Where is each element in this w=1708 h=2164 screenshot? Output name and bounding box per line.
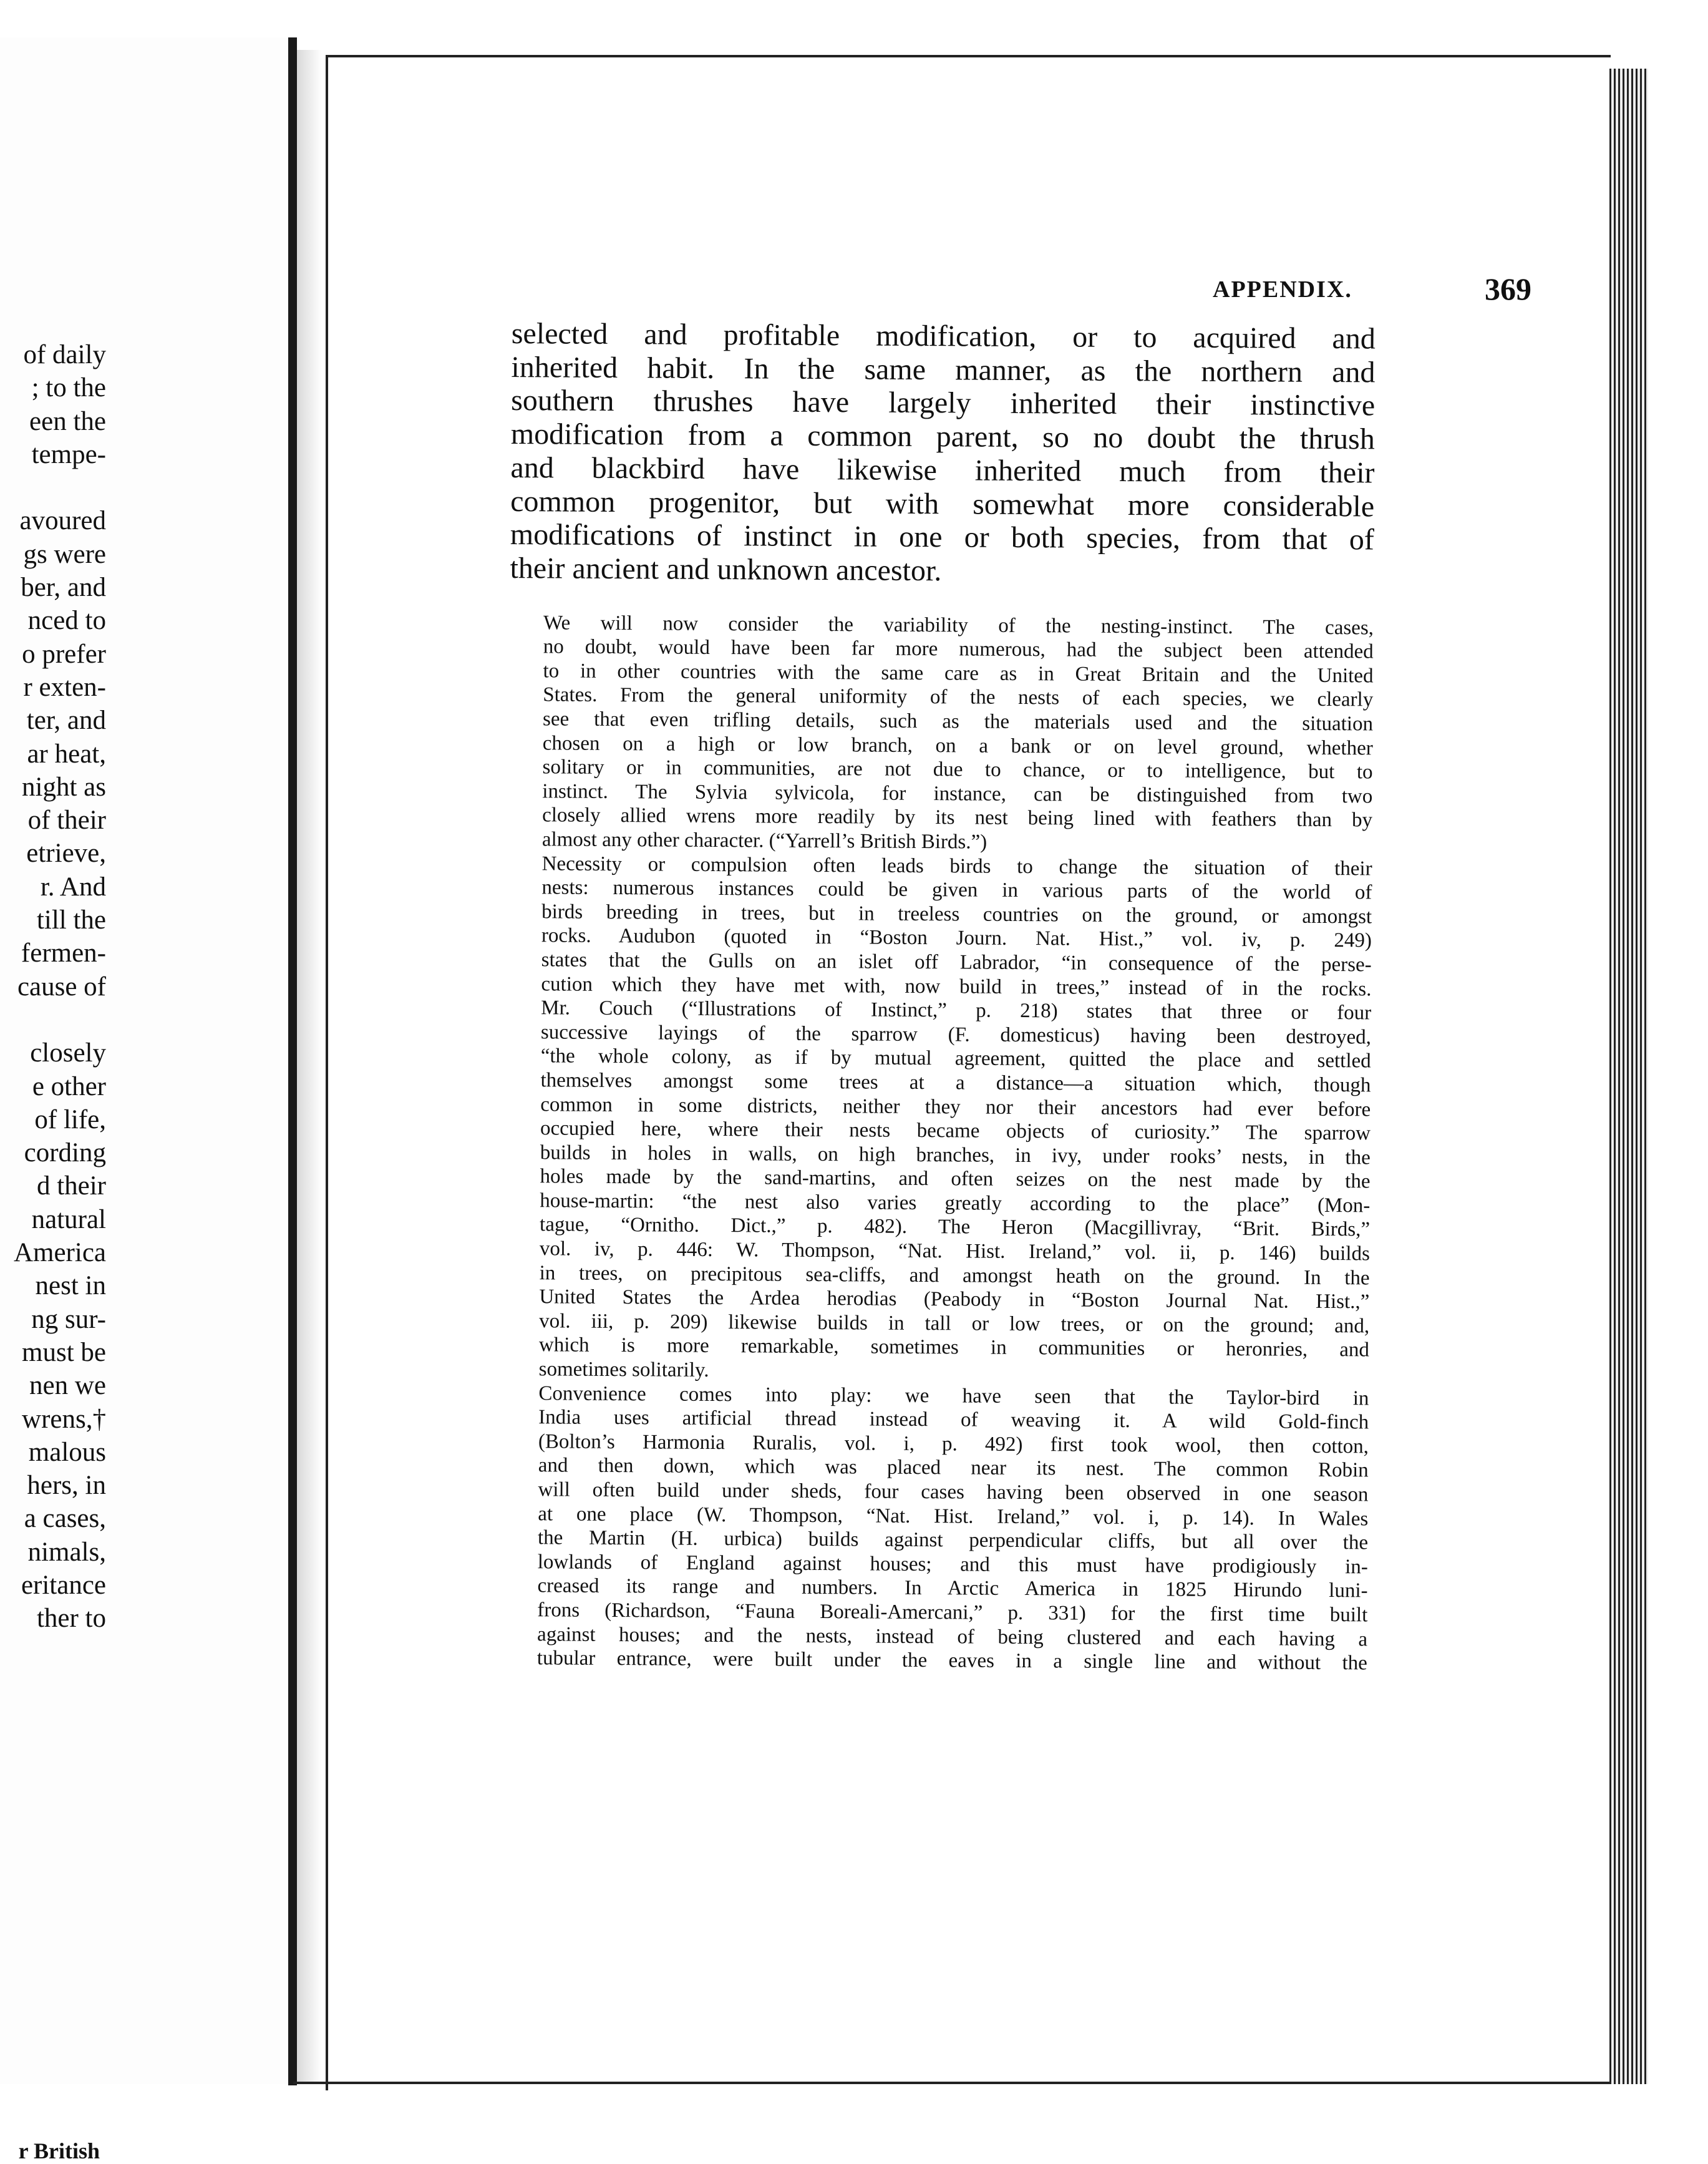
text-line: Convenience comes into play: we have seen that the Taylor-bird in <box>538 1382 1369 1410</box>
left-page-fragment-line: d their <box>36 1171 106 1201</box>
left-page-fragment-line: e other <box>32 1071 106 1101</box>
paragraph-necessity <box>505 852 1372 1387</box>
left-page-fragment-line: nced to <box>27 606 106 636</box>
text-line: will often build under sheds, four cases having been observed in one season <box>538 1478 1369 1506</box>
page-header <box>485 271 1708 319</box>
text-line: creased its range and numbers. In Arctic America in 1825 Hirundo luni- <box>537 1574 1368 1602</box>
left-page-fragment-line: must be <box>22 1337 106 1367</box>
left-page-fragment-line: nest in <box>35 1271 106 1301</box>
text-line: India uses artificial thread instead of weaving it. A wild Gold-finch <box>538 1406 1369 1434</box>
text-line: almost any other character. (“Yarrell’s British Birds.”) <box>541 828 987 854</box>
left-page-fragment-line: of life, <box>34 1104 106 1134</box>
text-line: states that the Gulls on an islet off Labrador, “in consequence of the perse- <box>541 948 1372 977</box>
text-line: in trees, on precipitous sea-cliffs, and amongst heath on the ground. In the <box>539 1261 1370 1290</box>
left-page-fragment-line: of daily <box>23 340 106 369</box>
left-page-fragment-line: avoured <box>19 506 106 536</box>
text-line: holes made by the sand-martins, and often seizes on the nest made by the <box>540 1165 1371 1193</box>
text-line: and blackbird have likewise inherited much from their <box>510 451 1375 490</box>
text-line: rocks. Audubon (quoted in “Boston Journ. Nat. Hist.,” vol. iv, p. 249) <box>541 924 1372 952</box>
text-line: inherited habit. In the same manner, as the northern and <box>511 350 1376 389</box>
left-page-fragment-line: fermen- <box>21 938 106 968</box>
running-title: APPENDIX. <box>1213 276 1352 303</box>
text-line: modifications of instinct in one or both species, from that of <box>510 518 1375 557</box>
text-line: United States the Ardea herodias (Peabody in “Boston Journal Nat. Hist.,” <box>539 1285 1370 1314</box>
text-line: tubular entrance, were built under the eaves in a single line and without the <box>536 1647 1367 1675</box>
left-page-fragment-line: ar heat, <box>27 739 106 769</box>
page-border-left <box>326 55 328 2090</box>
left-page-fragment-line: nimals, <box>27 1537 106 1567</box>
text-line: and then down, which was placed near its nest. The common Robin <box>538 1454 1369 1482</box>
text-line: sometimes solitarily. <box>538 1358 709 1382</box>
left-page-fragment-line: nen we <box>29 1371 106 1401</box>
text-line: instinct. The Sylvia sylvicola, for instance, can be distinguished from two <box>542 780 1373 808</box>
left-page-fragment-line: eritance <box>21 1570 106 1600</box>
text-line: vol. iii, p. 209) likewise builds in tall or low trees, or on the ground; and, <box>539 1310 1370 1338</box>
text-line: house-martin: “the nest also varies greatly according to the place” (Mon- <box>540 1189 1371 1217</box>
text-line: closely allied wrens more readily by its nest being lined with feathers than by <box>542 804 1373 832</box>
text-line: at one place (W. Thompson, “Nat. Hist. Ireland,” vol. i, p. 14). In Wales <box>538 1502 1369 1531</box>
right-page <box>329 57 1608 2082</box>
left-page-fragment-line: o prefer <box>22 639 106 669</box>
text-line: (Bolton’s Harmonia Ruralis, vol. i, p. 492) first took wool, then cotton, <box>538 1430 1369 1458</box>
left-page-fragment-line: cording <box>24 1138 106 1168</box>
paragraph-convenience <box>503 1382 1369 1676</box>
left-facing-page <box>0 37 298 2163</box>
text-line: chosen on a high or low branch, on a bank or on level ground, whether <box>542 731 1373 760</box>
text-line: birds breeding in trees, but in treeless countries on the ground, or amongst <box>541 900 1372 928</box>
left-page-fragment-line: r. And <box>40 872 106 902</box>
text-line: Necessity or compulsion often leads birds to change the situation of their <box>541 852 1372 880</box>
text-line: no doubt, would have been far more numerous, had the subject been attended <box>543 635 1374 663</box>
left-page-fragment-line <box>0 471 106 504</box>
left-page-fragment-line: hers, in <box>27 1471 106 1501</box>
left-page-fragment-line: ; to the <box>31 373 106 403</box>
text-line: successive layings of the sparrow (F. domesticus) having been destroyed, <box>540 1021 1372 1049</box>
left-page-fragment-line: ther to <box>36 1604 106 1634</box>
text-line: builds in holes in walls, on high branches, in ivy, under rooks’ nests, in the <box>540 1141 1371 1169</box>
text-line: cution which they have met with, now build in trees,” instead of in the rocks. <box>541 972 1372 1000</box>
text-line: selected and profitable modification, or to acquired and <box>511 317 1376 356</box>
gutter-shadow <box>288 37 297 2085</box>
text-line: lowlands of England against houses; and this must have prodigiously in- <box>537 1551 1368 1579</box>
left-page-fragment-line: night as <box>22 772 106 802</box>
text-line: southern thrushes have largely inherited their instinctive <box>511 384 1376 422</box>
text-line: to in other countries with the same care as in Great Britain and the United <box>543 660 1374 688</box>
left-page-fragment-line: gs were <box>23 539 106 569</box>
paragraph-main-text <box>510 317 1376 590</box>
text-line: occupied here, where their nests became objects of curiosity.” The sparrow <box>540 1117 1371 1145</box>
text-line: which is more remarkable, sometimes in communities or heronries, and <box>538 1333 1370 1362</box>
left-page-footnote-fragment: r British <box>18 2138 100 2163</box>
text-line: modification from a common parent, so no doubt the thrush <box>510 417 1375 456</box>
left-page-fragment-line: natural <box>31 1204 106 1234</box>
text-line: see that even trifling details, such as the materials used and the situation <box>542 708 1374 736</box>
text-line: vol. iv, p. 446: W. Thompson, “Nat. Hist. Ireland,” vol. ii, p. 146) builds <box>539 1237 1370 1265</box>
text-line: frons (Richardson, “Fauna Boreali-Amercani,” p. 331) for the first time built <box>537 1599 1368 1627</box>
left-page-fragment-line: of their <box>27 806 106 836</box>
left-page-fragment-line: r exten- <box>23 672 106 702</box>
page-body <box>503 317 1376 1675</box>
left-page-fragment-line: ber, and <box>21 573 106 603</box>
text-line: their ancient and unknown ancestor. <box>510 551 942 588</box>
left-page-fragment-line: etrieve, <box>26 839 106 869</box>
left-page-fragment-line: malous <box>28 1437 106 1467</box>
left-page-fragment-line: a cases, <box>24 1504 106 1534</box>
text-line: Mr. Couch (“Illustrations of Instinct,” p. 218) states that three or four <box>541 997 1372 1025</box>
text-line: common progenitor, but with somewhat more considerable <box>510 484 1375 523</box>
book-page-edges <box>1609 69 1648 2084</box>
text-line: States. From the general uniformity of the nests of each species, we clearly <box>543 683 1374 711</box>
left-page-fragment-line <box>0 1003 106 1036</box>
left-page-fragment-line: cause of <box>17 972 106 1002</box>
paragraph-nesting-instinct <box>508 611 1374 857</box>
left-page-fragment-line: wrens,† <box>22 1404 106 1434</box>
left-page-fragment-line: tempe- <box>31 439 106 469</box>
text-line: against houses; and the nests, instead of being clustered and each having a <box>536 1622 1368 1650</box>
left-page-text-fragments <box>0 338 106 1635</box>
page-border-bottom <box>293 2082 1622 2084</box>
left-page-fragment-line: America <box>13 1238 106 1268</box>
page-number: 369 <box>1485 271 1531 306</box>
left-page-fragment-line: ng sur- <box>31 1304 106 1334</box>
gutter-fold <box>297 50 322 2084</box>
text-line: “the whole colony, as if by mutual agreement, quitted the place and settled <box>540 1045 1371 1073</box>
left-page-fragment-line: ter, and <box>26 706 106 736</box>
text-line: We will now consider the variability of the nesting-instinct. The cases, <box>543 611 1374 640</box>
text-line: solitary or in communities, are not due to chance, or to intelligence, but to <box>542 756 1373 784</box>
text-line: common in some districts, neither they nor their ancestors had ever before <box>540 1093 1371 1121</box>
text-line: nests: numerous instances could be given in various parts of the world of <box>541 876 1372 904</box>
text-line: tague, “Ornitho. Dict.,” p. 482). The Heron (Macgillivray, “Brit. Birds,” <box>540 1213 1371 1241</box>
text-line: themselves amongst some trees at a distance—a situation which, though <box>540 1069 1371 1097</box>
left-page-fragment-line: closely <box>30 1038 106 1068</box>
text-line: the Martin (H. urbica) builds against perpendicular cliffs, but all over the <box>537 1526 1369 1554</box>
left-page-fragment-line: till the <box>36 905 106 935</box>
left-page-fragment-line: een the <box>29 406 106 436</box>
